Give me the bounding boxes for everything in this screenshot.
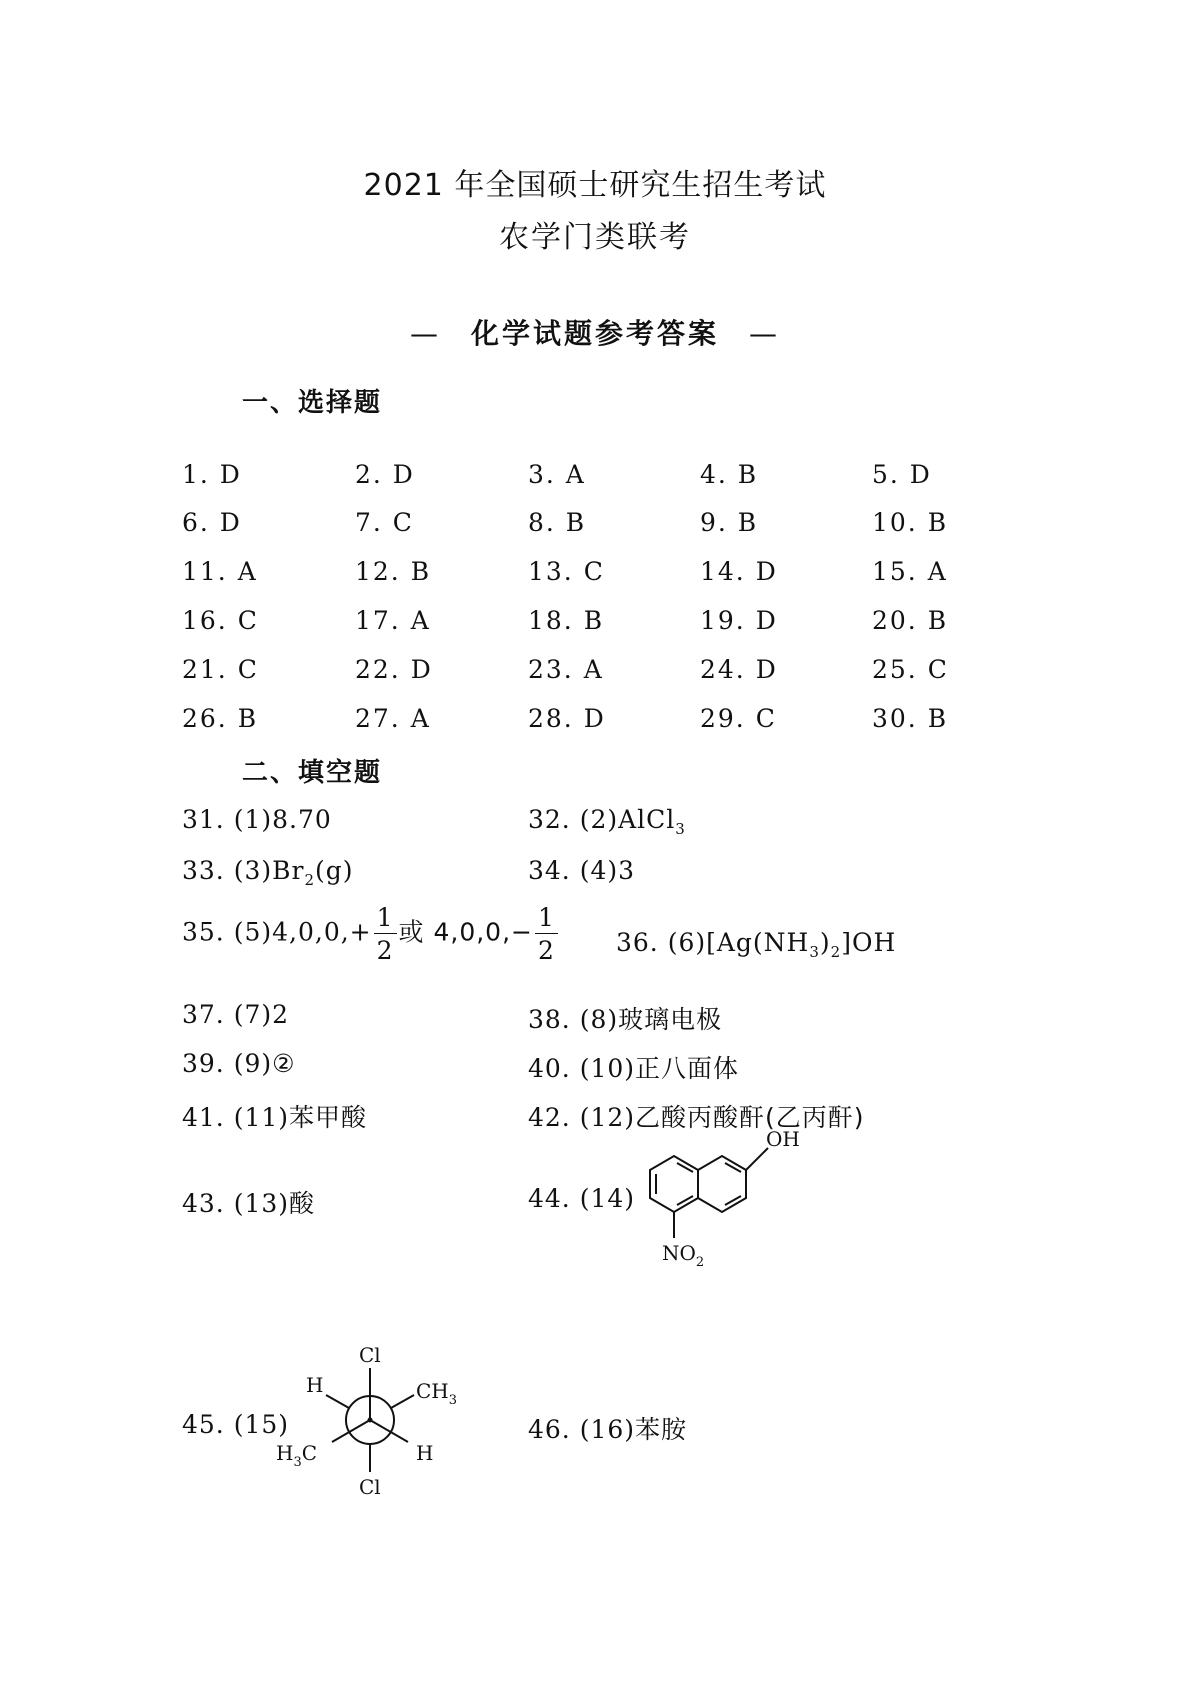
fraction-one-half — [374, 905, 397, 963]
newman-h-upper-left: H — [306, 1373, 324, 1397]
answer-35 — [182, 905, 560, 963]
mc-answer: 13. C — [528, 557, 605, 586]
newman-cl-top: Cl — [359, 1343, 381, 1367]
exam-title: 2021 年全国硕士研究生招生考试 — [363, 168, 827, 203]
no2-subscript: 2 — [695, 1255, 705, 1270]
answer-31: 31. (1)8.70 — [182, 805, 332, 834]
mc-answer: 24. D — [700, 655, 778, 684]
answer-40 — [528, 1049, 739, 1085]
mc-answer: 5. D — [872, 460, 932, 489]
answer-41 — [182, 1098, 367, 1134]
newman-ch3-upper-right — [416, 1379, 457, 1408]
mc-answer: 18. B — [528, 606, 605, 635]
mc-answer: 25. C — [872, 655, 949, 684]
answer-44-label: 44. (14) — [528, 1184, 636, 1213]
answer-36-subscript: 2 — [830, 943, 842, 961]
mc-answer: 7. C — [355, 508, 414, 537]
no2-text: NO — [662, 1241, 696, 1265]
answer-39: 39. (9)② — [182, 1049, 296, 1078]
mc-answer: 23. A — [528, 655, 604, 684]
exam-category: 农学门类联考 — [499, 220, 691, 255]
nitronaphthol-structure-diagram — [640, 1130, 820, 1290]
answer-42-text: 乙酸丙酸酐(乙丙酐) — [635, 1103, 865, 1132]
answer-40-label: 40. (10) — [528, 1054, 636, 1083]
answer-35-alt: 或 4,0,0,− — [398, 917, 533, 947]
mc-answer: 17. A — [355, 606, 431, 635]
answer-32-subscript: 3 — [675, 820, 686, 838]
answer-36-suffix: ]OH — [841, 928, 897, 957]
subtitle-dash-left: — — [409, 317, 441, 350]
fraction-denominator: 2 — [537, 936, 555, 965]
mc-answer: 10. B — [872, 508, 949, 537]
mc-answer: 2. D — [355, 460, 415, 489]
mc-answer: 21. C — [182, 655, 259, 684]
mc-answer: 20. B — [872, 606, 949, 635]
mc-answer: 27. A — [355, 704, 431, 733]
answer-42-label: 42. (12) — [528, 1103, 636, 1132]
mc-answer: 19. D — [700, 606, 778, 635]
mc-answer: 11. A — [182, 557, 258, 586]
answer-38-text: 玻璃电极 — [618, 1005, 723, 1034]
h3c-subscript: 3 — [293, 1455, 302, 1470]
subtitle-dash-right: — — [749, 317, 780, 350]
answer-36 — [616, 928, 896, 961]
answer-41-label: 41. (11) — [182, 1103, 290, 1132]
mc-answer: 15. A — [872, 557, 948, 586]
mc-answer: 8. B — [528, 508, 587, 537]
mc-answer: 1. D — [182, 460, 242, 489]
newman-center-dot — [368, 1418, 373, 1423]
answer-43 — [182, 1184, 315, 1220]
answer-33-suffix: (g) — [315, 856, 354, 885]
fraction-one-half — [535, 905, 558, 963]
mc-answer: 22. D — [355, 655, 433, 684]
document-subtitle — [0, 312, 1190, 352]
answer-34: 34. (4)3 — [528, 856, 636, 885]
mc-answer: 9. B — [700, 508, 759, 537]
mc-answer: 14. D — [700, 557, 778, 586]
answer-37: 37. (7)2 — [182, 1000, 290, 1029]
h3c-h: H — [276, 1441, 294, 1465]
answer-43-text: 酸 — [289, 1189, 316, 1218]
ch3-text: CH — [416, 1379, 449, 1403]
ch3-subscript: 3 — [448, 1393, 458, 1408]
answer-36-text: 36. (6)[Ag(NH — [616, 928, 810, 957]
answer-38 — [528, 1000, 722, 1036]
mc-answer: 26. B — [182, 704, 259, 733]
newman-projection-diagram — [270, 1340, 470, 1500]
answer-32-text: 32. (2)AlCl — [528, 805, 676, 834]
mc-answer: 12. B — [355, 557, 432, 586]
mc-answer: 16. C — [182, 606, 259, 635]
answer-45-label: 45. (15) — [182, 1410, 290, 1439]
section-heading-fill-in: 二、填空题 — [242, 758, 383, 788]
answer-36-subscript: 3 — [809, 943, 820, 961]
section-heading-multiple-choice: 一、选择题 — [242, 388, 383, 418]
answer-36-mid: ) — [819, 928, 831, 957]
answer-42 — [528, 1098, 865, 1134]
answer-33-subscript: 2 — [304, 871, 315, 889]
mc-answer: 30. B — [872, 704, 949, 733]
answer-41-text: 苯甲酸 — [289, 1103, 368, 1132]
fraction-numerator: 1 — [374, 905, 397, 934]
answer-46 — [528, 1410, 687, 1446]
answer-46-label: 46. (16) — [528, 1415, 636, 1444]
newman-h3c-lower-left — [276, 1441, 317, 1470]
newman-h-lower-right: H — [416, 1441, 434, 1465]
mc-answer: 29. C — [700, 704, 777, 733]
mc-answer: 28. D — [528, 704, 606, 733]
answer-33-text: 33. (3)Br — [182, 856, 305, 885]
subtitle-text: 化学试题参考答案 — [470, 317, 719, 350]
answer-46-text: 苯胺 — [635, 1415, 688, 1444]
answer-35-text: 35. (5)4,0,0,+ — [182, 917, 372, 947]
h3c-c: C — [301, 1441, 318, 1465]
oh-group-label: OH — [766, 1130, 800, 1151]
no2-group-label — [662, 1241, 704, 1270]
answer-40-text: 正八面体 — [635, 1054, 740, 1083]
answer-32 — [528, 805, 686, 838]
newman-cl-bottom: Cl — [359, 1475, 381, 1499]
answer-38-label: 38. (8) — [528, 1005, 619, 1034]
mc-answer: 6. D — [182, 508, 242, 537]
mc-answer: 3. A — [528, 460, 586, 489]
mc-answer: 4. B — [700, 460, 759, 489]
answer-33 — [182, 856, 354, 889]
fraction-numerator: 1 — [535, 905, 558, 934]
fraction-denominator: 2 — [376, 936, 394, 965]
answer-43-label: 43. (13) — [182, 1189, 290, 1218]
